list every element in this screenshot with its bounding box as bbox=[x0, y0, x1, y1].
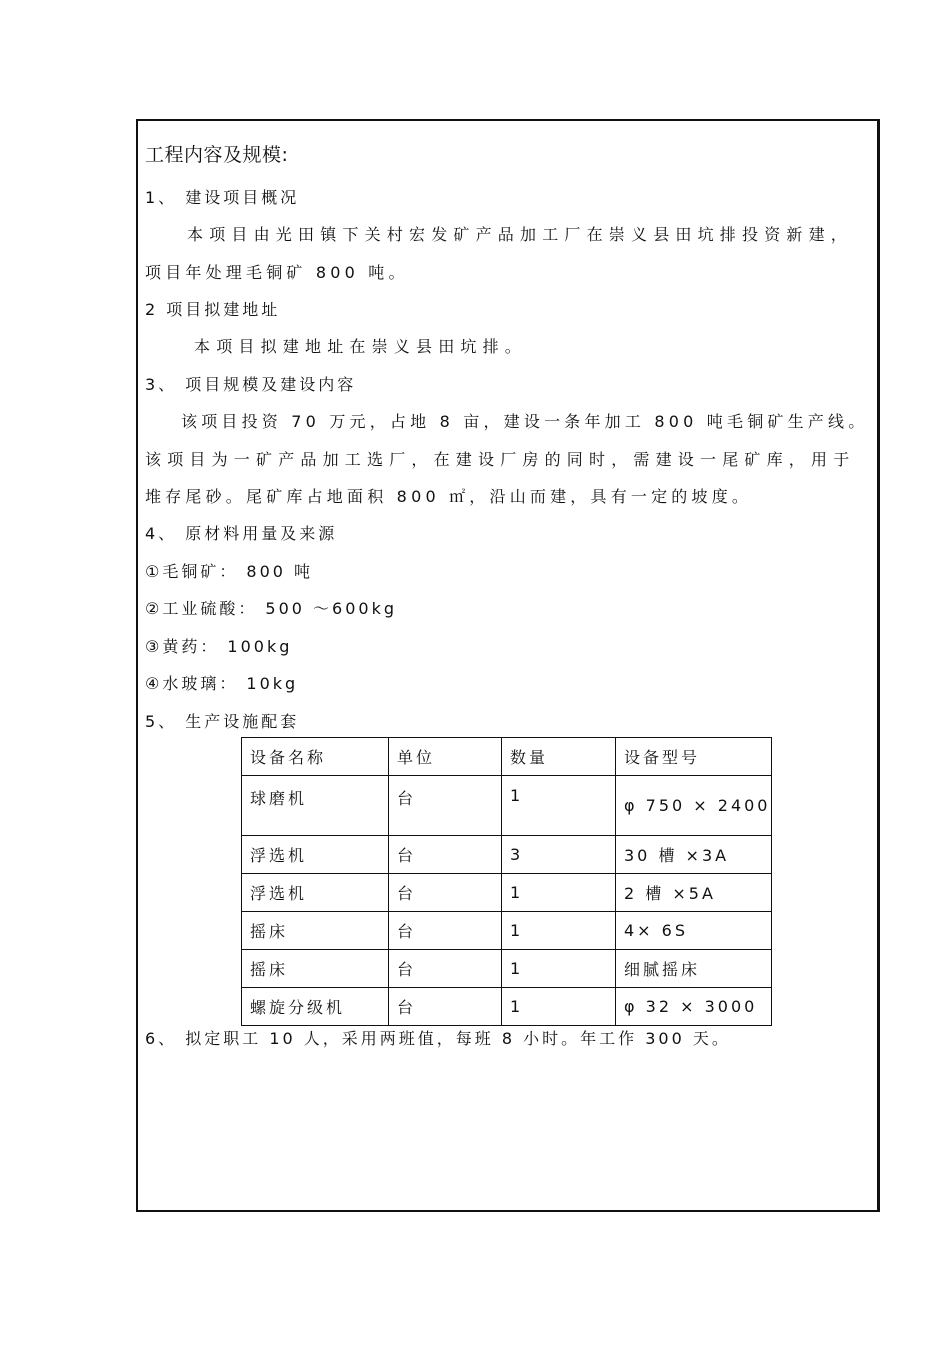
table-cell: 摇床 bbox=[242, 950, 389, 988]
material-item: ②工业硫酸： 500 ～600kg bbox=[145, 599, 398, 618]
section-title: 工程内容及规模: bbox=[145, 144, 289, 166]
table-cell: 球磨机 bbox=[242, 776, 389, 836]
table-cell: 30 槽 ×3A bbox=[616, 836, 772, 874]
table-cell: 台 bbox=[389, 874, 502, 912]
table-cell: 1 bbox=[502, 874, 616, 912]
table-cell: 1 bbox=[502, 776, 616, 836]
table-cell: 4× 6S bbox=[616, 912, 772, 950]
table-header-row bbox=[242, 738, 772, 776]
table-cell: 摇床 bbox=[242, 912, 389, 950]
table-cell: 浮选机 bbox=[242, 836, 389, 874]
s5-heading: 5、 生产设施配套 bbox=[145, 712, 300, 731]
header-cell: 单位 bbox=[389, 738, 502, 776]
s3-heading: 3、 项目规模及建设内容 bbox=[145, 375, 357, 394]
table-cell: 1 bbox=[502, 912, 616, 950]
s1-para-line2: 项目年处理毛铜矿 800 吨。 bbox=[145, 263, 409, 282]
header-cell: 设备型号 bbox=[616, 738, 772, 776]
table-row bbox=[242, 836, 772, 874]
s3-para-line3: 堆存尾砂。尾矿库占地面积 800 ㎡，沿山而建，具有一定的坡度。 bbox=[145, 487, 753, 506]
table-row bbox=[242, 874, 772, 912]
s2-para: 本项目拟建地址在崇义县田坑排。 bbox=[194, 337, 528, 356]
s3-para-line2: 该项目为一矿产品加工选厂，在建设厂房的同时，需建设一尾矿库，用于 bbox=[145, 450, 856, 469]
table-cell: 台 bbox=[389, 776, 502, 836]
s1-heading: 1、 建设项目概况 bbox=[145, 188, 300, 207]
header-cell: 数量 bbox=[502, 738, 616, 776]
table-cell: 1 bbox=[502, 950, 616, 988]
table-cell: 台 bbox=[389, 836, 502, 874]
s6-para: 6、 拟定职工 10 人，采用两班值，每班 8 小时。年工作 300 天。 bbox=[145, 1029, 731, 1048]
s4-heading: 4、 原材料用量及来源 bbox=[145, 524, 338, 543]
table-cell: 3 bbox=[502, 836, 616, 874]
s2-heading: 2 项目拟建地址 bbox=[145, 300, 281, 319]
table-cell: 1 bbox=[502, 988, 616, 1026]
equipment-table bbox=[241, 737, 772, 1026]
table-cell: φ 750 × 2400 bbox=[616, 776, 772, 836]
table-cell: 台 bbox=[389, 950, 502, 988]
material-item: ③黄药： 100kg bbox=[145, 637, 293, 656]
table-cell: 2 槽 ×5A bbox=[616, 874, 772, 912]
s1-para-line1: 本项目由光田镇下关村宏发矿产品加工厂在崇义县田坑排投资新建， bbox=[187, 225, 854, 244]
table-row bbox=[242, 776, 772, 836]
material-item: ①毛铜矿： 800 吨 bbox=[145, 562, 314, 581]
table-cell: 台 bbox=[389, 912, 502, 950]
table-row bbox=[242, 988, 772, 1026]
s3-para-line1: 该项目投资 70 万元，占地 8 亩，建设一条年加工 800 吨毛铜矿生产线。 bbox=[181, 412, 869, 431]
table-cell: 螺旋分级机 bbox=[242, 988, 389, 1026]
table-cell: 浮选机 bbox=[242, 874, 389, 912]
material-item: ④水玻璃： 10kg bbox=[145, 674, 299, 693]
table-row bbox=[242, 950, 772, 988]
table-cell: 台 bbox=[389, 988, 502, 1026]
header-cell: 设备名称 bbox=[242, 738, 389, 776]
table-cell: 细腻摇床 bbox=[616, 950, 772, 988]
table-cell: φ 32 × 3000 bbox=[616, 988, 772, 1026]
table-row bbox=[242, 912, 772, 950]
